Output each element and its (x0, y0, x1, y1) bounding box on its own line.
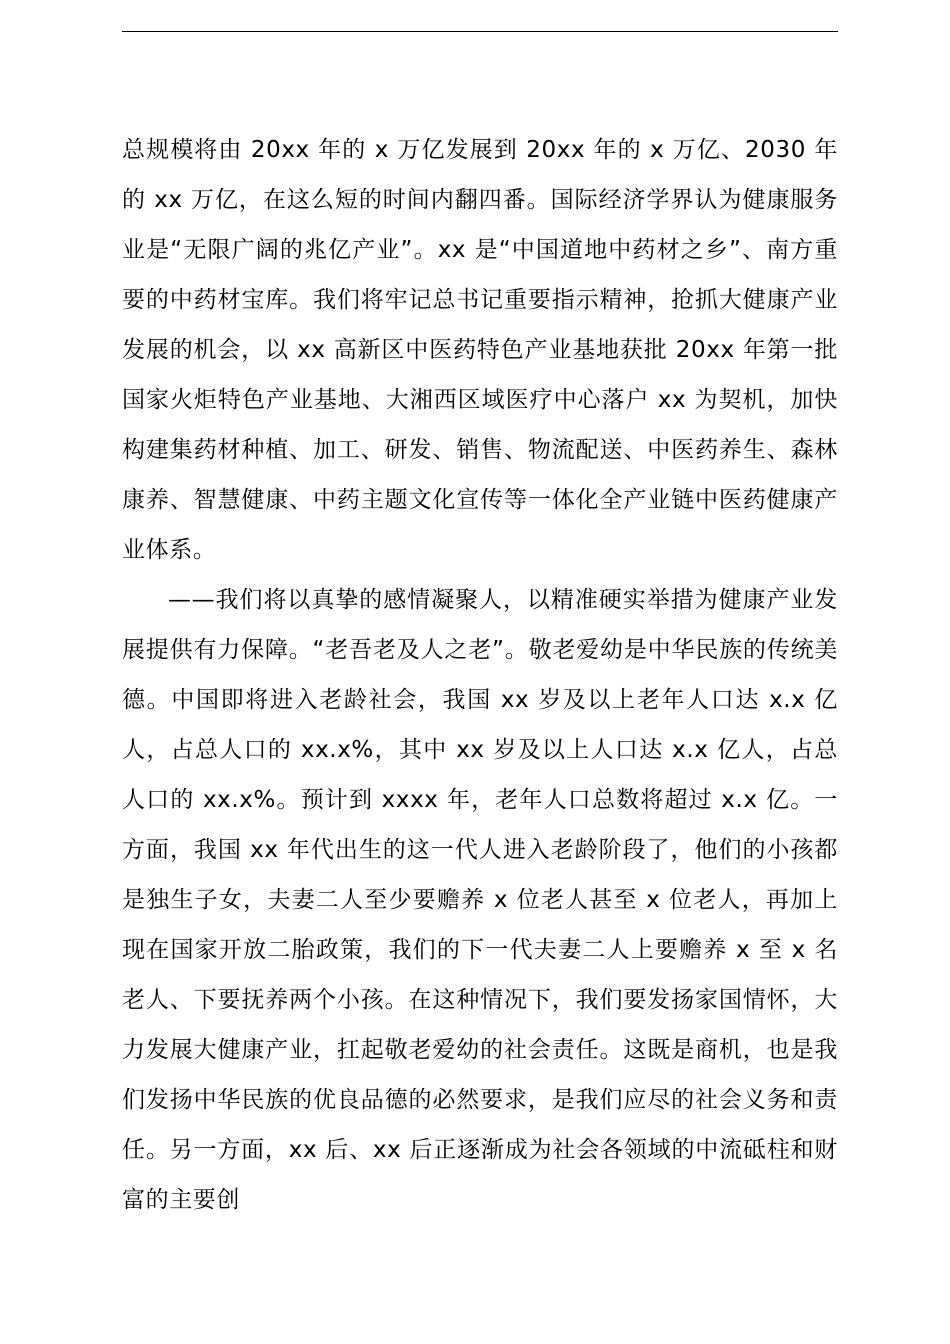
document-body (122, 125, 838, 1225)
paragraph-elderly-care: ——我们将以真挚的感情凝聚人，以精准硬实举措为健康产业发展提供有力保障。“老吾老及人之老”。敬老爱幼是中华民族的传统美德。中国即将进入老龄社会，我国 xx 岁及以上老年人口达 x.x 亿人，占总人口的 xx.x%，其中 xx 岁及以上人口达 x.x 亿人，占总人口的 xx.x%。预计到 xxxx 年，老年人口总数将超过 x.x 亿。一方面，我国 xx 年代出生的这一代人进入老龄阶段了，他们的小孩都是独生子女，夫妻二人至少要赡养 x 位老人甚至 x 位老人，再加上现在国家开放二胎政策，我们的下一代夫妻二人上要赡养 x 至 x 名老人、下要抚养两个小孩。在这种情况下，我们要发扬家国情怀，大力发展大健康产业，扛起敬老爱幼的社会责任。这既是商机，也是我们发扬中华民族的优良品德的必然要求，是我们应尽的社会义务和责任。另一方面，xx 后、xx 后正逐渐成为社会各领域的中流砥柱和财富的主要创 (122, 587, 838, 1213)
paragraph-health-industry-scale: 总规模将由 20xx 年的 x 万亿发展到 20xx 年的 x 万亿、2030 年的 xx 万亿，在这么短的时间内翻四番。国际经济学界认为健康服务业是“无限广阔的兆亿产业”。xx 是“中国道地中药材之乡”、南方重要的中药材宝库。我们将牢记总书记重要指示精神，抢抓大健康产业发展的机会，以 xx 高新区中医药特色产业基地获批 20xx 年第一批国家火炬特色产业基地、大湘西区域医疗中心落户 xx 为契机，加快构建集药材种植、加工、研发、销售、物流配送、中医药养生、森林康养、智慧健康、中药主题文化宣传等一体化全产业链中医药健康产业体系。 (122, 137, 838, 563)
header-rule (122, 31, 838, 32)
